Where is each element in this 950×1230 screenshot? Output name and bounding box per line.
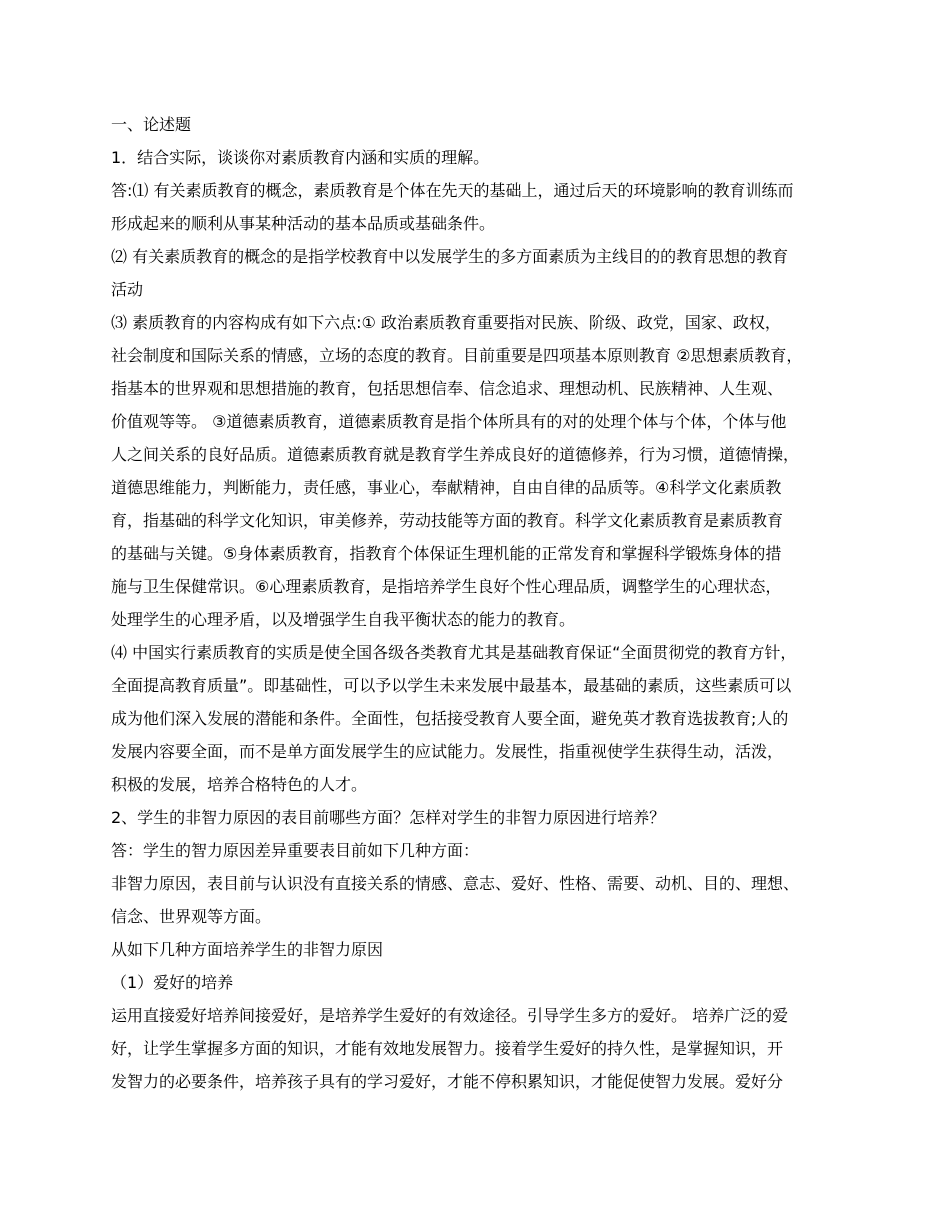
answer-line: 全面提高教育质量”。即基础性，可以予以学生未来发展中最基本，最基础的素质，这些素质可以 [111,676,792,695]
answer-line: 发展内容要全面，而不是单方面发展学生的应试能力。发展性，指重视使学生获得生动，活泼， [111,742,784,761]
section-heading: 一、论述题 [111,115,192,134]
answer-line: 人之间关系的良好品质。道德素质教育就是教育学生养成良好的道德修养，行为习惯，道德情操， [111,445,800,464]
answer-line: 社会制度和国际关系的情感，立场的态度的教育。目前重要是四项基本原则教育 ②思想素质教育， [111,346,803,365]
answer-line: 育，指基础的科学文化知识，审美修养，劳动技能等方面的教育。科学文化素质教育是素质教育 [111,511,784,530]
answer-line: 的基础与关键。⑤身体素质教育，指教育个体保证生理机能的正常发育和掌握科学锻炼身体的措 [111,544,782,563]
answer-line: ⑶ 素质教育的内容构成有如下六点:① 政治素质教育重要指对民族、阶级、政党，国家、政权， [111,313,781,332]
answer-line: 处理学生的心理矛盾，以及增强学生自我平衡状态的能力的教育。 [111,610,576,629]
answer-line: 价值观等等。 ③道德素质教育，道德素质教育是指个体所具有的对的处理个体与个体，个体与他 [111,412,787,431]
answer-line: 道德思维能力，判断能力，责任感，事业心，奉献精神，自由自律的品质等。④科学文化素质教 [111,478,782,497]
answer-line: 活动 [111,280,144,299]
document-page [111,108,846,1098]
answer-line: 答:⑴ 有关素质教育的概念，素质教育是个体在先天的基础上，通过后天的环境影响的教育训练而 [111,181,794,200]
answer-line: ⑵ 有关素质教育的概念的是指学校教育中以发展学生的多方面素质为主线目的的教育思想的教育 [111,247,789,266]
answer-line: 发智力的必要条件，培养孩子具有的学习爱好，才能不停积累知识，才能促使智力发展。爱好分 [111,1072,784,1091]
answer-line: 从如下几种方面培养学生的非智力原因 [111,940,384,959]
question-1: 1．结合实际，谈谈你对素质教育内涵和实质的理解。 [111,148,490,167]
answer-line: 答：学生的智力原因差异重要表目前如下几种方面： [111,841,480,860]
question-2: 2、学生的非智力原因的表目前哪些方面？怎样对学生的非智力原因进行培养？ [111,808,666,827]
answer-line: 积极的发展，培养合格特色的人才。 [111,775,368,794]
answer-line: 成为他们深入发展的潜能和条件。全面性，包括接受教育人要全面，避免英才教育选拔教育;人的 [111,709,789,728]
answer-line: 信念、世界观等方面。 [111,907,272,926]
answer-line: 施与卫生保健常识。⑥心理素质教育，是指培养学生良好个性心理品质，调整学生的心理状态， [111,577,782,596]
answer-line: 非智力原因，表目前与认识没有直接关系的情感、意志、爱好、性格、需要、动机、目的、理想、 [111,874,800,893]
subheading: （1）爱好的培养 [111,973,234,992]
answer-line: 好，让学生掌握多方面的知识，才能有效地发展智力。接着学生爱好的持久性，是掌握知识，开 [111,1039,784,1058]
answer-line: 形成起来的顺利从事某种活动的基本品质或基础条件。 [111,214,496,233]
answer-line: ⑷ 中国实行素质教育的实质是使全国各级各类教育尤其是基础教育保证“全面贯彻党的教育方针， [111,643,797,662]
answer-line: 运用直接爱好培养间接爱好，是培养学生爱好的有效途径。引导学生多方的爱好。 培养广泛的爱 [111,1006,789,1025]
answer-line: 指基本的世界观和思想措施的教育，包括思想信奉、信念追求、理想动机、民族精神、人生观、 [111,379,784,398]
